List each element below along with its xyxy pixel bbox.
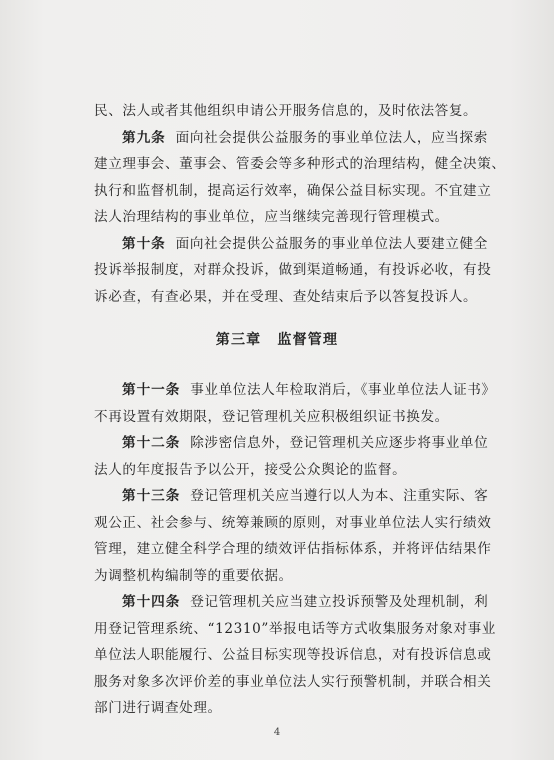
- article-9-text-2: 执行和监督机制，提高运行效率，确保公益目标实现。不宜建立: [94, 182, 492, 199]
- article-10-first-line: [94, 231, 502, 258]
- article-11-text-1: 不再设置有效期限，登记管理机关应积极组织证书换发。: [94, 408, 449, 425]
- article-13-text-1: 观公正、社会参与、统筹兼顾的原则，对事业单位法人实行绩效: [94, 514, 492, 531]
- article-12-text-0: 除涉密信息外，登记管理机关应逐步将事业单位: [190, 435, 489, 451]
- article-13-first-line: [94, 483, 502, 510]
- article-10-text-1: 投诉举报制度，对群众投诉，做到渠道畅通，有投诉必收，有投: [94, 262, 492, 278]
- article-10-heading: 第十条: [122, 235, 166, 252]
- article-11-text-0: 事业单位法人年检取消后，《事业单位法人证书》: [190, 382, 496, 398]
- article-12-heading: 第十二条: [122, 435, 181, 451]
- article-9-text-0: 面向社会提供公益服务的事业单位法人，应当探索: [175, 129, 488, 146]
- article-12-text-1: 法人的年度报告予以公开，接受公众舆论的监督。: [94, 461, 407, 478]
- article-9-text-3: 法人治理结构的事业单位，应当继续完善现行管理模式。: [94, 209, 449, 225]
- article-9-text-1: 建立理事会、董事会、管委会等多种形式的治理结构，健全决策、: [94, 156, 506, 172]
- article-14-text-1: 用登记管理系统、“12310”举报电话等方式收集服务对象对事业: [94, 620, 496, 637]
- article-13-text-3: 为调整机构编制等的重要依据。: [94, 567, 293, 584]
- article-13-text-0: 登记管理机关应当遵行以人为本、注重实际、客: [190, 488, 489, 504]
- article-9-first-line: [94, 125, 502, 152]
- page-number: 4: [273, 727, 281, 738]
- article-14-heading: 第十四条: [122, 594, 181, 610]
- chapter-title: 监督管理: [277, 332, 339, 348]
- article-block-9-10: [94, 98, 506, 310]
- article-14-text-2: 单位法人职能履行、公益目标实现等投诉信息，对有投诉信息或: [94, 647, 492, 663]
- article-12-first-line: [94, 430, 502, 457]
- chapter-number: 第三章: [215, 332, 262, 348]
- continued-line: 民、法人或者其他组织申请公开服务信息的，及时依法答复。: [94, 103, 478, 119]
- article-14-text-4: 部门进行调查处理。: [94, 700, 222, 716]
- article-13-heading: 第十三条: [122, 488, 181, 504]
- article-14-first-line: [94, 589, 502, 616]
- article-10-text-0: 面向社会提供公益服务的事业单位法人要建立健全: [175, 235, 488, 252]
- article-block-11-14: [94, 377, 502, 722]
- article-13-text-2: 管理，建立健全科学合理的绩效评估指标体系，并将评估结果作: [94, 541, 492, 557]
- chapter-heading: [0, 329, 554, 349]
- article-14-text-3: 服务对象多次评价差的事业单位法人实行预警机制，并联合相关: [94, 673, 492, 690]
- article-11-first-line: [94, 377, 502, 404]
- article-14-text-0: 登记管理机关应当建立投诉预警及处理机制，利: [190, 594, 489, 610]
- article-11-heading: 第十一条: [122, 382, 181, 398]
- article-9-heading: 第九条: [122, 129, 166, 146]
- article-10-text-2: 诉必查，有查必果，并在受理、查处结束后予以答复投诉人。: [94, 288, 478, 305]
